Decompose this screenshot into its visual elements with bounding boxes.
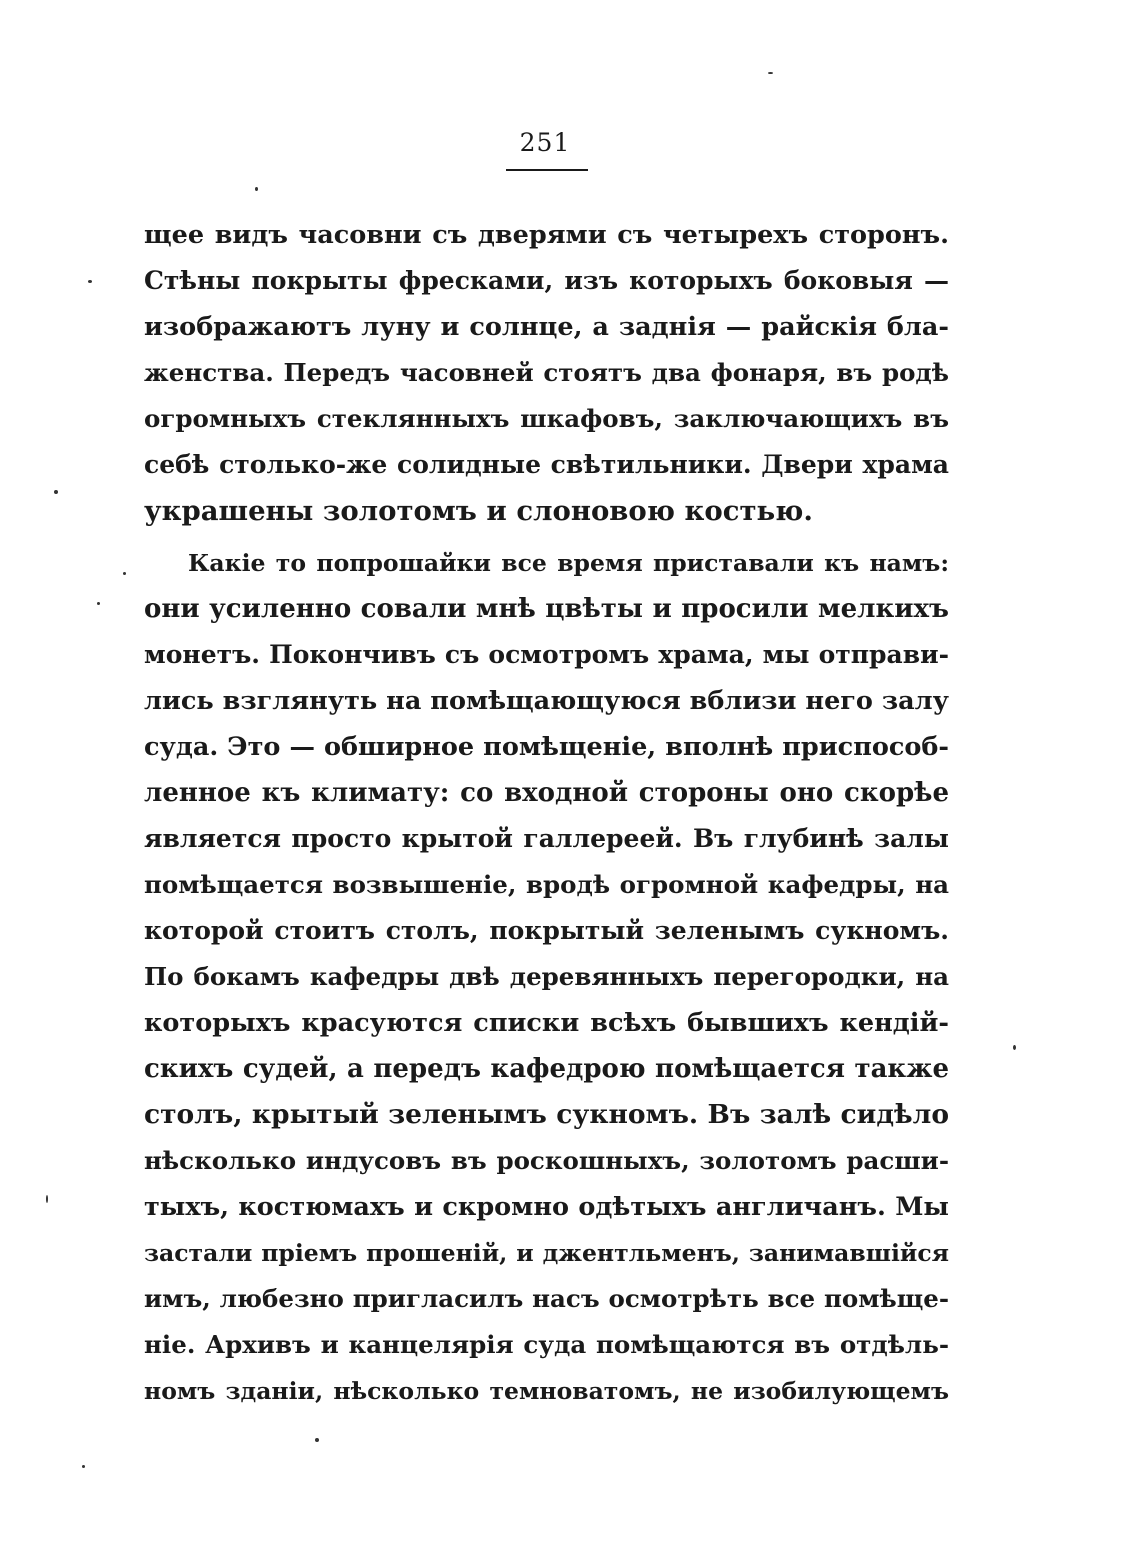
text-line: которыхъ красуются списки всѣхъ бывшихъ кендій- (144, 1008, 949, 1038)
text-line: монетъ. Покончивъ съ осмотромъ храма, мы отправи- (144, 640, 949, 669)
text-line: помѣщается возвышеніе, вродѣ огромной кафедры, на (144, 870, 949, 899)
paragraph-1 (144, 212, 949, 534)
scan-speck (768, 72, 773, 74)
scan-speck (255, 187, 258, 191)
text-line: Стѣны покрыты фресками, изъ которыхъ боковыя — (144, 266, 949, 295)
text-line: имъ, любезно пригласилъ насъ осмотрѣть все помѣще- (144, 1284, 949, 1313)
text-line: столъ, крытый зеленымъ сукномъ. Въ залѣ сидѣло (144, 1099, 949, 1130)
scan-speck (88, 280, 92, 283)
body-text (144, 212, 949, 1414)
text-line: себѣ столько-же солидные свѣтильники. Двери храма (144, 450, 949, 479)
text-line: которой стоитъ столъ, покрытый зеленымъ сукномъ. (144, 916, 949, 945)
paragraph-2 (144, 540, 949, 1414)
text-line: ніе. Архивъ и канцелярія суда помѣщаются въ отдѣль- (144, 1330, 949, 1359)
text-line: является просто крытой галлереей. Въ глубинѣ залы (144, 824, 949, 853)
text-line: застали пріемъ прошеній, и джентльменъ, занимавшійся (144, 1239, 949, 1267)
text-line: женства. Передъ часовней стоятъ два фонаря, въ родѣ (144, 358, 949, 387)
text-line: они усиленно совали мнѣ цвѣты и просили мелкихъ (144, 594, 949, 624)
text-line: По бокамъ кафедры двѣ деревянныхъ перегородки, на (144, 962, 949, 991)
text-line: огромныхъ стеклянныхъ шкафовъ, заключающихъ въ (144, 404, 949, 433)
text-line: украшены золотомъ и слоновою костью. (144, 495, 813, 527)
text-line: щее видъ часовни съ дверями съ четырехъ сторонъ. (144, 220, 949, 250)
scan-speck (54, 490, 58, 494)
page-number-rule (506, 169, 588, 171)
text-line: скихъ судей, а передъ кафедрою помѣщается также (144, 1054, 949, 1084)
scan-speck (315, 1438, 319, 1442)
text-line: Какіе то попрошайки все время приставали къ намъ: (188, 549, 949, 577)
text-line: тыхъ, костюмахъ и скромно одѣтыхъ англичанъ. Мы (144, 1192, 949, 1222)
text-line: нѣсколько индусовъ въ роскошныхъ, золотомъ расши- (144, 1146, 949, 1175)
scan-speck (82, 1465, 85, 1468)
scan-speck (123, 572, 126, 575)
text-line: ленное къ климату: со входной стороны оно скорѣе (144, 778, 949, 808)
text-line: лись взглянуть на помѣщающуюся вблизи него залу (144, 686, 949, 716)
page-number: 251 (519, 128, 571, 157)
scan-speck (97, 602, 100, 605)
scan-speck (46, 1195, 48, 1203)
text-line: суда. Это — обширное помѣщеніе, вполнѣ приспособ- (144, 732, 949, 762)
text-line: номъ зданіи, нѣсколько темноватомъ, не изобилующемъ (144, 1377, 949, 1405)
text-line: изображаютъ луну и солнце, а заднія — райскія бла- (144, 312, 949, 342)
scan-speck (1013, 1045, 1016, 1050)
